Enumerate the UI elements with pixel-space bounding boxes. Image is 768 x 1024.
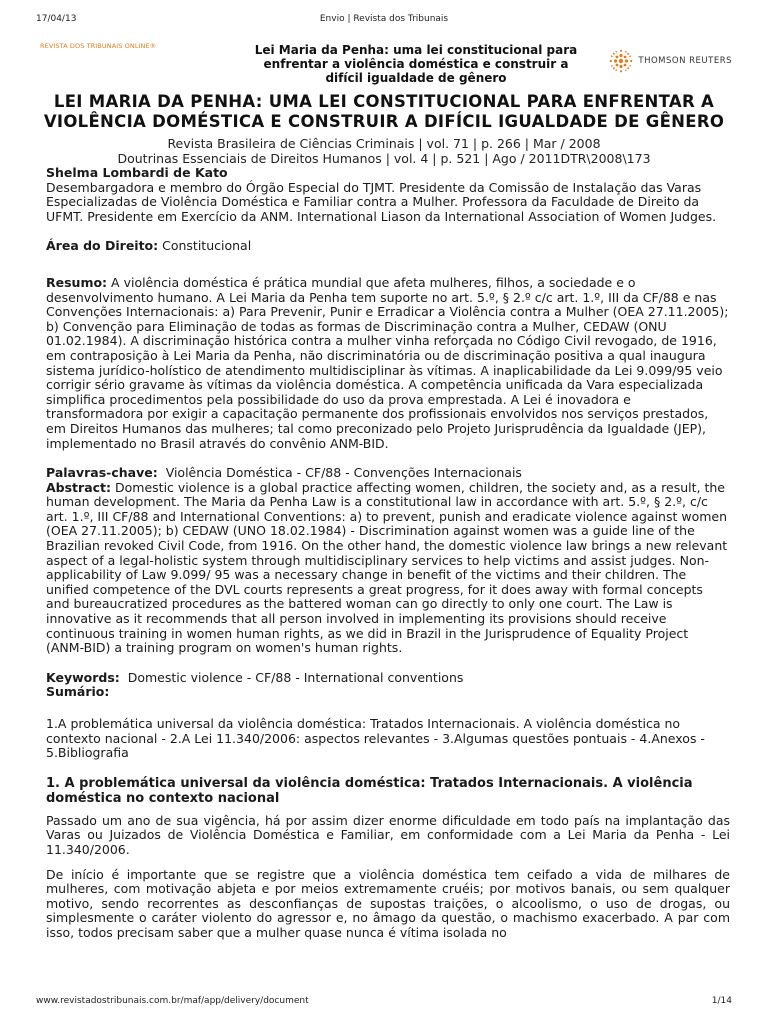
- page-number: 1/14: [711, 996, 732, 1006]
- sumario-text: 1.A problemática universal da violência doméstica: Tratados Internacionais. A violência doméstica no contexto nacional - 2.A Lei 11.340/2006: aspectos relevantes - 3.Algumas questões pontuais - 4.Anexos - 5.Bibliografia: [46, 716, 705, 761]
- thomson-reuters-logo: [608, 48, 732, 74]
- source-citation: [36, 136, 732, 166]
- abstract: [46, 481, 730, 656]
- palavras-chave: [46, 466, 730, 481]
- section-1-title: 1. A problemática universal da violência doméstica: Tratados Internacionais. A violência doméstica no contexto nacional: [46, 775, 693, 806]
- abstract-label: Abstract:: [46, 479, 112, 495]
- page-title: LEI MARIA DA PENHA: UMA LEI CONSTITUCIONAL PARA ENFRENTAR A VIOLÊNCIA DOMÉSTICA E CONSTRUIR A DIFÍCIL IGUALDADE DE GÊNERO: [43, 92, 725, 131]
- page-url: www.revistadostribunais.com.br/maf/app/delivery/document: [36, 996, 309, 1006]
- header-article-title: Lei Maria da Penha: uma lei constitucional para enfrentar a violência doméstica e construir a difícil igualdade de gênero: [254, 43, 578, 85]
- thomson-reuters-dots-icon: [608, 48, 634, 74]
- document-header: [36, 42, 732, 86]
- author-bio: Desembargadora e membro do Órgão Especial do TJMT. Presidente da Comissão de Instalação das Varas Especializadas de Violência Doméstica e Familiar contra a Mulher. Professora da Faculdade de Direito da UFMT. Presidente em Exercício da ANM. International Liason da International Association of Women Judges.: [46, 179, 717, 224]
- paragraph-2: De início é importante que se registre que a violência doméstica tem ceifado a vida de milhares de mulheres, com motivação abjeta e por meios extremamente cruéis; por motivos banais, ou sem qualquer motivo, sendo recorrentes as desconfianças de supostas traições, o alcoolismo, o uso de drogas, ou simplesmente o caráter violento do agressor e, no âmago da questão, o machismo exacerbado. A par com isso, todos precisam saber que a mulher quase nunca é vítima isolada no: [46, 866, 730, 940]
- rt-online-logo: REVISTA DOS TRIBUNAIS ONLINE®: [40, 42, 157, 50]
- source-line-1: Revista Brasileira de Ciências Criminais | vol. 71 | p. 266 | Mar / 2008: [167, 136, 601, 151]
- resumo-label: Resumo:: [46, 274, 108, 290]
- area-do-direito: [46, 239, 730, 254]
- resumo-text: A violência doméstica é prática mundial que afeta mulheres, filhos, a sociedade e o desenvolvimento humano. A Lei Maria da Penha tem suporte no art. 5.º, § 2.º c/c art. 1.º, III da CF/88 e nas Convenções Internacionais: a) Para Prevenir, Punir e Erradicar a Violência contra a Mulher (OEA 27.11.2005); b) Convenção para Eliminação de todas as formas de Discriminação contra a Mulher, CEDAW (ONU 01.02.1984). A discriminação histórica contra a mulher vinha reforçada no Código Civil revogado, de 1916, em contraposição à Lei Maria da Penha, não discriminatória ou de discriminação positiva a qual inaugura sistema jurídico-holístico de atendimento multidisciplinar às vítimas. A inaplicabilidade da Lei 9.099/95 veio corrigir sério gravame às vítimas da violência doméstica. A competência unificada da Vara especializada simplifica procedimentos pela possibilidade do uso da prova emprestada. A Lei é inovadora e transformadora por exigir a capacitação permanente dos profissionais envolvidos nos serviços prestados, em Direitos Humanos das mulheres; tal como preconizado pelo Projeto Jurisprudência da Igualdade (JEP), implementado no Brasil através do convênio ANM-BID.: [46, 274, 729, 451]
- keywords-label: Keywords:: [46, 669, 120, 685]
- page-tab-title: Envio | Revista dos Tribunais: [319, 14, 449, 24]
- area-label: Área do Direito:: [46, 238, 159, 254]
- article-body: [46, 166, 730, 941]
- keywords-text: Domestic violence - CF/88 - International conventions: [127, 669, 464, 685]
- publisher-name: THOMSON REUTERS: [638, 56, 732, 66]
- sumario-label: Sumário:: [46, 684, 110, 700]
- palavras-label: Palavras-chave:: [46, 465, 158, 481]
- palavras-text: Violência Doméstica - CF/88 - Convenções Internacionais: [165, 465, 522, 481]
- resumo: [46, 276, 730, 451]
- abstract-text: Domestic violence is a global practice affecting women, children, the society and, as a result, the human development. The Maria da Penha Law is a constitutional law in accordance with art. 5.º, § 2.º, c/c art. 1.º, III CF/88 and International Conventions: a) to prevent, punish and eradicate violence against women (OEA 27.11.2005); b) CEDAW (UNO 18.02.1984) - Discrimination against women was a guide line of the Brazilian revoked Civil Code, from 1916. On the other hand, the domestic violence law brings a new relevant aspect of a legal-holistic system through multidisciplinary services to help victims and assist judges. Non-applicability of Law 9.099/ 95 was a necessary change in benefit of the victims and their children. The unified competence of the DVL courts represents a great progress, for it does away with formal concepts and bureaucratized procedures as the battered woman can go directly to only one court. The Law is innovative as it recommends that all person involved in implementing its provisions should receive continuous training in women human rights, as we did in Brazil in the Jurisprudence of Equality Project (ANM-BID) a training program on women's human rights.: [46, 479, 728, 656]
- area-value: Constitucional: [162, 238, 252, 254]
- source-line-2: Doutrinas Essenciais de Direitos Humanos | vol. 4 | p. 521 | Ago / 2011DTR\2008\173: [117, 151, 651, 166]
- paragraph-1: Passado um ano de sua vigência, há por assim dizer enorme dificuldade em todo país na implantação das Varas ou Juizados de Violência Doméstica e Familiar, em conformidade com a Lei Maria da Penha - Lei 11.340/2006.: [46, 812, 730, 857]
- browser-footer: [36, 996, 732, 1008]
- keywords: [46, 671, 730, 686]
- browser-header: [36, 14, 732, 28]
- author-name: Shelma Lombardi de Kato: [46, 165, 228, 180]
- print-date: 17/04/13: [36, 14, 77, 24]
